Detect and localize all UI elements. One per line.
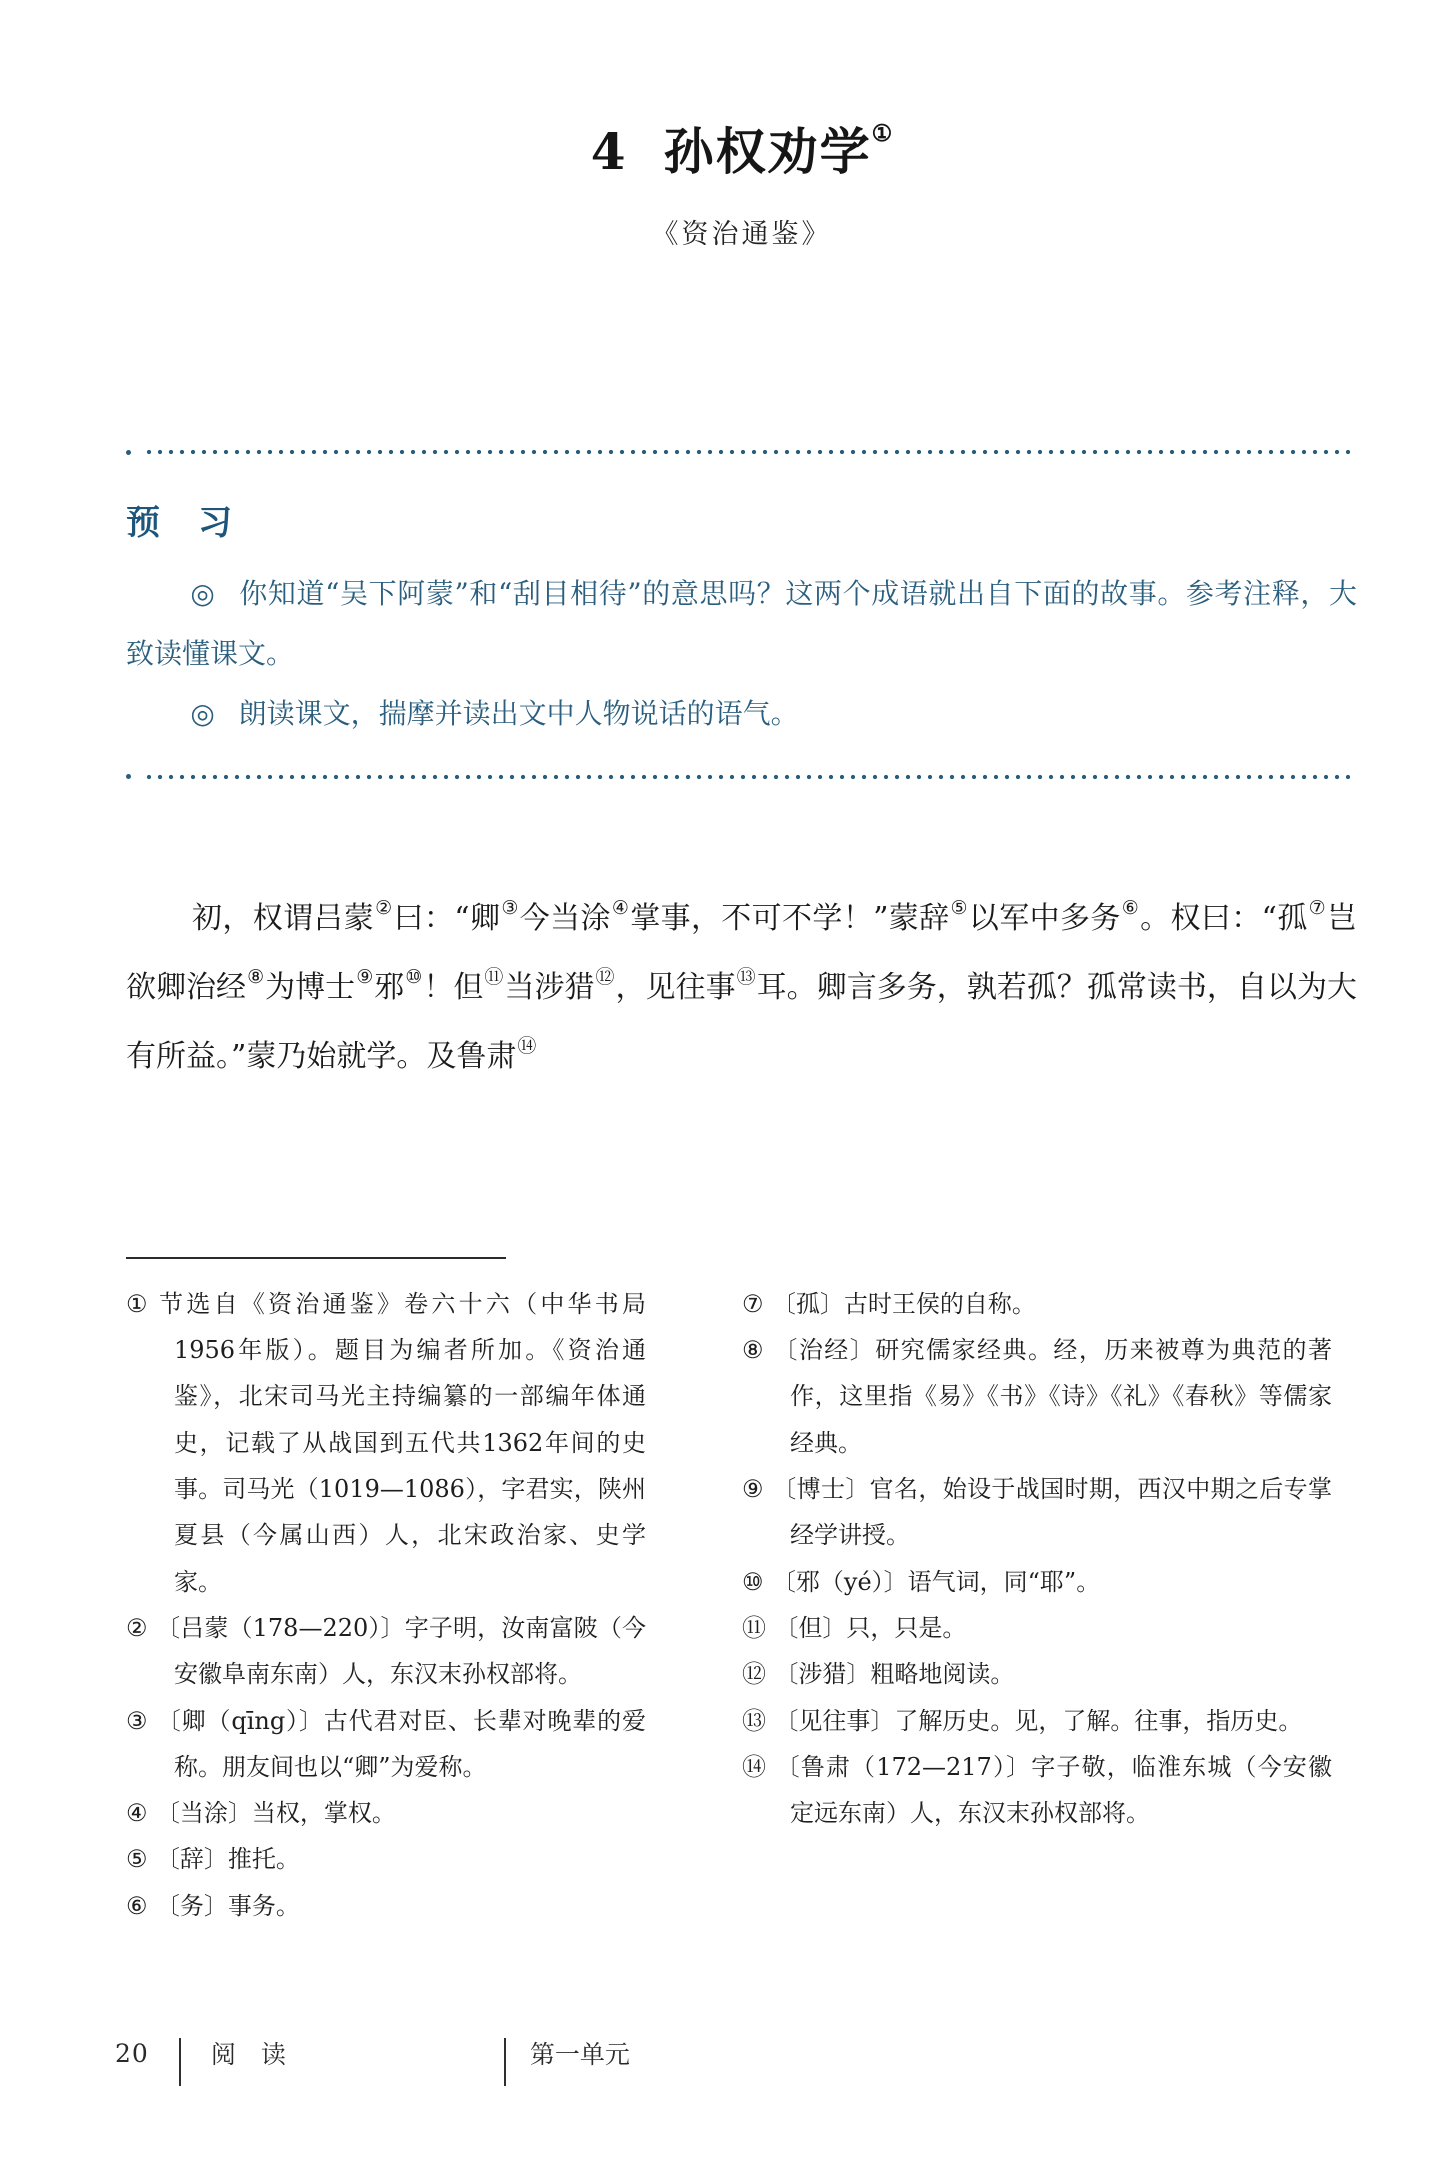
bullet-icon: ◎ xyxy=(190,696,215,730)
footnote-text: 〔邪（yé）〕语气词，同“耶”。 xyxy=(771,1567,1101,1596)
footnote-number: ⑦ xyxy=(742,1289,764,1318)
footnote-item xyxy=(742,1651,1332,1697)
lesson-number: 4 xyxy=(590,122,628,181)
note-ref: ③ xyxy=(501,896,519,919)
footnotes-col-right xyxy=(742,1281,1332,1929)
preview-item-2-text: 朗读课文，揣摩并读出文中人物说话的语气。 xyxy=(238,696,799,730)
note-ref: ⑫ xyxy=(595,965,615,988)
note-ref: ⑦ xyxy=(1308,896,1327,919)
footer-unit-label: 第一单元 xyxy=(529,2040,630,2069)
footnote-number: ⑪ xyxy=(742,1613,766,1642)
footnote-item xyxy=(126,1790,646,1836)
footnote-text: 〔卿（qīng）〕古代君对臣、长辈对晚辈的爱称。朋友间也以“卿”为爱称。 xyxy=(156,1706,647,1781)
dotted-rule xyxy=(146,774,1357,780)
footnote-text: 〔见往事〕了解历史。见，了解。往事，指历史。 xyxy=(774,1706,1303,1735)
footnote-text: 〔博士〕官名，始设于战国时期，西汉中期之后专掌经学讲授。 xyxy=(772,1474,1333,1550)
footnote-number: ⑥ xyxy=(126,1891,148,1920)
dotted-divider-top xyxy=(126,449,1357,455)
footnote-text: 〔务〕事务。 xyxy=(155,1891,300,1920)
preview-item-1-text: 你知道“吴下阿蒙”和“刮目相待”的意思吗？这两个成语就出自下面的故事。参考注释，大致读懂课文。 xyxy=(126,577,1357,670)
lead-dot-icon xyxy=(126,450,131,455)
preview-item-2 xyxy=(126,684,1357,744)
note-ref: ② xyxy=(375,896,393,919)
note-ref: ⑤ xyxy=(950,896,968,919)
note-ref: ⑥ xyxy=(1121,896,1140,919)
note-ref: ⑬ xyxy=(736,965,756,988)
textbook-page xyxy=(0,112,1449,1929)
lesson-title xyxy=(126,112,1357,184)
lesson-title-text: 孙权劝学 xyxy=(663,122,872,181)
dotted-divider-bottom xyxy=(126,774,1357,780)
footer-divider-bar xyxy=(504,2038,506,2086)
footnote-number: ① xyxy=(126,1289,151,1318)
lead-dot-icon xyxy=(126,774,131,779)
footnote-item xyxy=(742,1281,1332,1327)
footnote-number: ⑧ xyxy=(742,1336,765,1365)
footnote-number: ⑬ xyxy=(742,1706,766,1735)
preview-heading: 预 习 xyxy=(126,503,234,543)
footnote-item xyxy=(742,1744,1332,1837)
footnote-text: 〔鲁肃（172—217）〕字子敬，临淮东城（今安徽定远东南）人，东汉末孙权部将。 xyxy=(775,1752,1333,1828)
footnote-item xyxy=(126,1836,646,1882)
footnotes xyxy=(126,1281,1357,1929)
footnote-text: 〔吕蒙（178—220）〕字子明，汝南富陂（今安徽阜南东南）人，东汉末孙权部将。 xyxy=(156,1613,647,1689)
bullet-icon: ◎ xyxy=(190,577,216,610)
footnote-separator xyxy=(126,1257,506,1259)
footnote-item xyxy=(126,1605,646,1698)
footnote-number: ③ xyxy=(126,1706,149,1735)
footnote-item xyxy=(742,1605,1332,1651)
lesson-source: 《资治通鉴》 xyxy=(651,219,832,250)
title-note-ref: ① xyxy=(871,120,893,147)
footer-section-label: 阅 读 xyxy=(210,2040,286,2069)
note-ref: ⑨ xyxy=(356,965,374,988)
footnote-number: ⑩ xyxy=(742,1567,764,1596)
footnote-item xyxy=(742,1698,1332,1744)
note-ref: ⑪ xyxy=(484,965,504,988)
footnote-text: 〔治经〕研究儒家经典。经，历来被尊为典范的著作，这里指《易》《书》《诗》《礼》《春秋》等儒家经典。 xyxy=(773,1336,1333,1457)
footnote-number: ② xyxy=(126,1613,148,1642)
page-number: 20 xyxy=(115,2038,149,2068)
footnote-number: ⑫ xyxy=(742,1660,766,1689)
note-ref: ⑭ xyxy=(517,1034,537,1057)
note-ref: ⑩ xyxy=(405,965,423,988)
footnote-text: 〔涉猎〕粗略地阅读。 xyxy=(774,1660,1015,1689)
footnote-item xyxy=(742,1559,1332,1605)
footnote-item xyxy=(742,1466,1332,1559)
footnote-number: ④ xyxy=(126,1799,148,1828)
footnote-item xyxy=(126,1883,646,1929)
footnote-text: 〔当涂〕当权，掌权。 xyxy=(155,1799,396,1828)
note-ref: ⑧ xyxy=(247,965,265,988)
footnote-item xyxy=(126,1698,646,1791)
course-text: 初，权谓吕蒙②曰：“卿③今当涂④掌事，不可不学！”蒙辞⑤以军中多务⑥。权曰：“孤⑦岂欲卿治经⑧为博士⑨邪⑩！但⑪当涉猎⑫，见往事⑬耳。卿言多务，孰若孤？孤常读书，自以为大有所益。”蒙乃始就学。及鲁肃⑭ xyxy=(126,896,1358,1074)
footnote-text: 节选自《资治通鉴》卷六十六（中华书局1956年版）。题目为编者所加。《资治通鉴》，北宋司马光主持编纂的一部编年体通史，记载了从战国到五代共1362年间的史事。司马光（1019—1086），字君实，陕州夏县（今属山西）人，北宋政治家、史学家。 xyxy=(159,1289,647,1596)
footnote-number: ⑭ xyxy=(742,1752,768,1781)
dotted-rule xyxy=(146,449,1357,455)
footnote-text: 〔但〕只，只是。 xyxy=(774,1613,967,1642)
note-ref: ④ xyxy=(611,896,630,919)
preview-item-1 xyxy=(126,564,1357,684)
footnotes-col-left xyxy=(126,1281,646,1929)
footnote-item xyxy=(126,1281,646,1605)
footnote-text: 〔孤〕古时王侯的自称。 xyxy=(771,1289,1036,1318)
footnote-item xyxy=(742,1327,1332,1466)
footer-divider-bar xyxy=(179,2038,181,2086)
footnote-number: ⑨ xyxy=(742,1474,764,1503)
page-footer xyxy=(115,2029,630,2077)
footnote-number: ⑤ xyxy=(126,1845,148,1874)
footnote-text: 〔辞〕推托。 xyxy=(155,1845,300,1874)
